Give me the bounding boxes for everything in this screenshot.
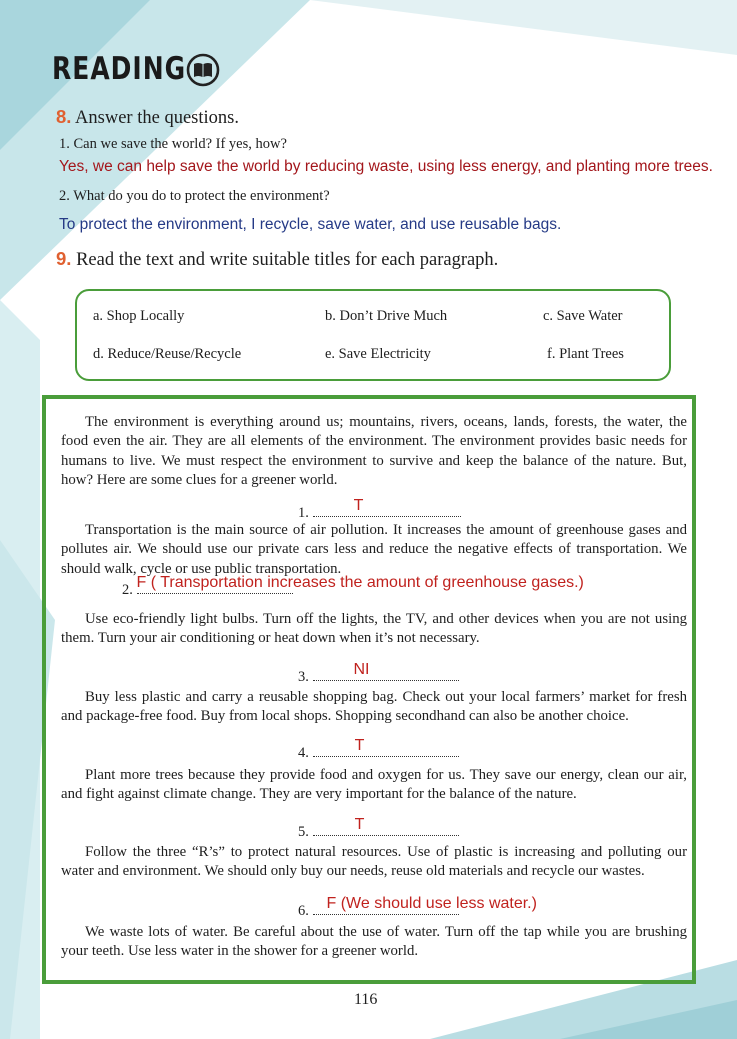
paragraph-text: Buy less plastic and carry a reusable shopping bag. Check out your local farmers’ market for fresh and package-free food. Buy from local shops. Shopping secondhand can also be another choice. — [61, 689, 687, 725]
exercise-number: 8. — [56, 106, 72, 127]
blank-label: 4. — [298, 745, 309, 761]
option-b: b. Don’t Drive Much — [325, 308, 448, 324]
option-c: c. Save Water — [543, 308, 623, 324]
paragraph-text: Use eco-friendly light bulbs. Turn off the lights, the TV, and other devices when you are not using them. Turn your air conditioning or heat down when it’s not necessary. — [61, 611, 687, 647]
answer-line — [313, 497, 461, 517]
paragraph-5 — [61, 843, 687, 882]
blank-answer: T — [353, 497, 364, 514]
paragraph-text: We waste lots of water. Be careful about the use of water. Turn off the tap while you are brushing your teeth. Use less water in the shower for a greener world. — [61, 924, 687, 960]
section-title: READING — [52, 50, 187, 87]
answer-1: Yes, we can help save the world by reducing waste, using less energy, and planting more trees. — [59, 158, 713, 175]
blank-answer: F ( Transportation increases the amount of greenhouse gases.) — [136, 574, 584, 591]
paragraph-text: Follow the three “R’s” to protect natural resources. Use of plastic is increasing and polluting our water and environment. We should only buy our needs, reuse old materials and recycle our wastes. — [61, 844, 687, 880]
paragraph-2 — [61, 610, 687, 649]
blank-answer: T — [354, 816, 365, 833]
option-e: e. Save Electricity — [325, 346, 431, 362]
paragraph-text: Transportation is the main source of air pollution. It increases the amount of greenhouse gases and pollutes air. We should use our private cars less and reduce the negative effects of transportation. We should walk, cycle or use public transportation. — [61, 522, 687, 577]
paragraph-6 — [61, 923, 687, 962]
option-d: d. Reduce/Reuse/Recycle — [93, 346, 242, 362]
exercise-instruction: Read the text and write suitable titles for each paragraph. — [76, 250, 499, 270]
book-icon — [186, 53, 220, 87]
title-options-box — [75, 289, 671, 381]
paragraph-text: Plant more trees because they provide food and oxygen for us. They save our energy, clean our air, and fight against climate change. They are very important for the balance of the nature. — [61, 767, 687, 803]
blank-label: 6. — [298, 903, 309, 919]
blank-5 — [298, 816, 459, 841]
blank-3 — [298, 661, 459, 686]
blank-2 — [122, 574, 584, 599]
blank-label: 1. — [298, 505, 309, 521]
question-2: 2. What do you do to protect the environment? — [59, 188, 330, 204]
blank-answer: NI — [353, 661, 370, 678]
option-f: f. Plant Trees — [547, 346, 624, 362]
blank-6 — [298, 895, 537, 920]
answer-line — [313, 816, 459, 836]
exercise-instruction: Answer the questions. — [75, 108, 239, 128]
answer-line — [136, 574, 584, 594]
paragraph-1 — [61, 521, 687, 579]
blank-label: 5. — [298, 824, 309, 840]
blank-1 — [298, 497, 461, 522]
option-a: a. Shop Locally — [93, 308, 185, 324]
paragraph-text: The environment is everything around us; mountains, rivers, oceans, lands, forests, the water, the food even the air. They are all elements of the environment. The environment provides basic needs for humans to live. We must respect the environment to survive and keep the balance of the nature. But, how? Here are some clues for a greener world. — [61, 414, 687, 488]
blank-label: 3. — [298, 669, 309, 685]
blank-answer: F (We should use less water.) — [326, 895, 537, 912]
blank-answer: T — [354, 737, 365, 754]
answer-line — [313, 661, 459, 681]
page-number: 116 — [354, 991, 378, 1008]
paragraph-4 — [61, 766, 687, 805]
exercise-9-heading — [56, 248, 498, 271]
question-1: 1. Can we save the world? If yes, how? — [59, 136, 287, 152]
blank-label: 2. — [122, 582, 133, 598]
exercise-number: 9. — [56, 248, 72, 269]
intro-paragraph — [61, 413, 687, 490]
paragraph-3 — [61, 688, 687, 727]
blank-4 — [298, 737, 459, 762]
answer-2: To protect the environment, I recycle, save water, and use reusable bags. — [59, 216, 562, 233]
exercise-8-heading — [56, 106, 239, 129]
answer-line — [313, 737, 459, 757]
answer-line — [313, 895, 537, 915]
